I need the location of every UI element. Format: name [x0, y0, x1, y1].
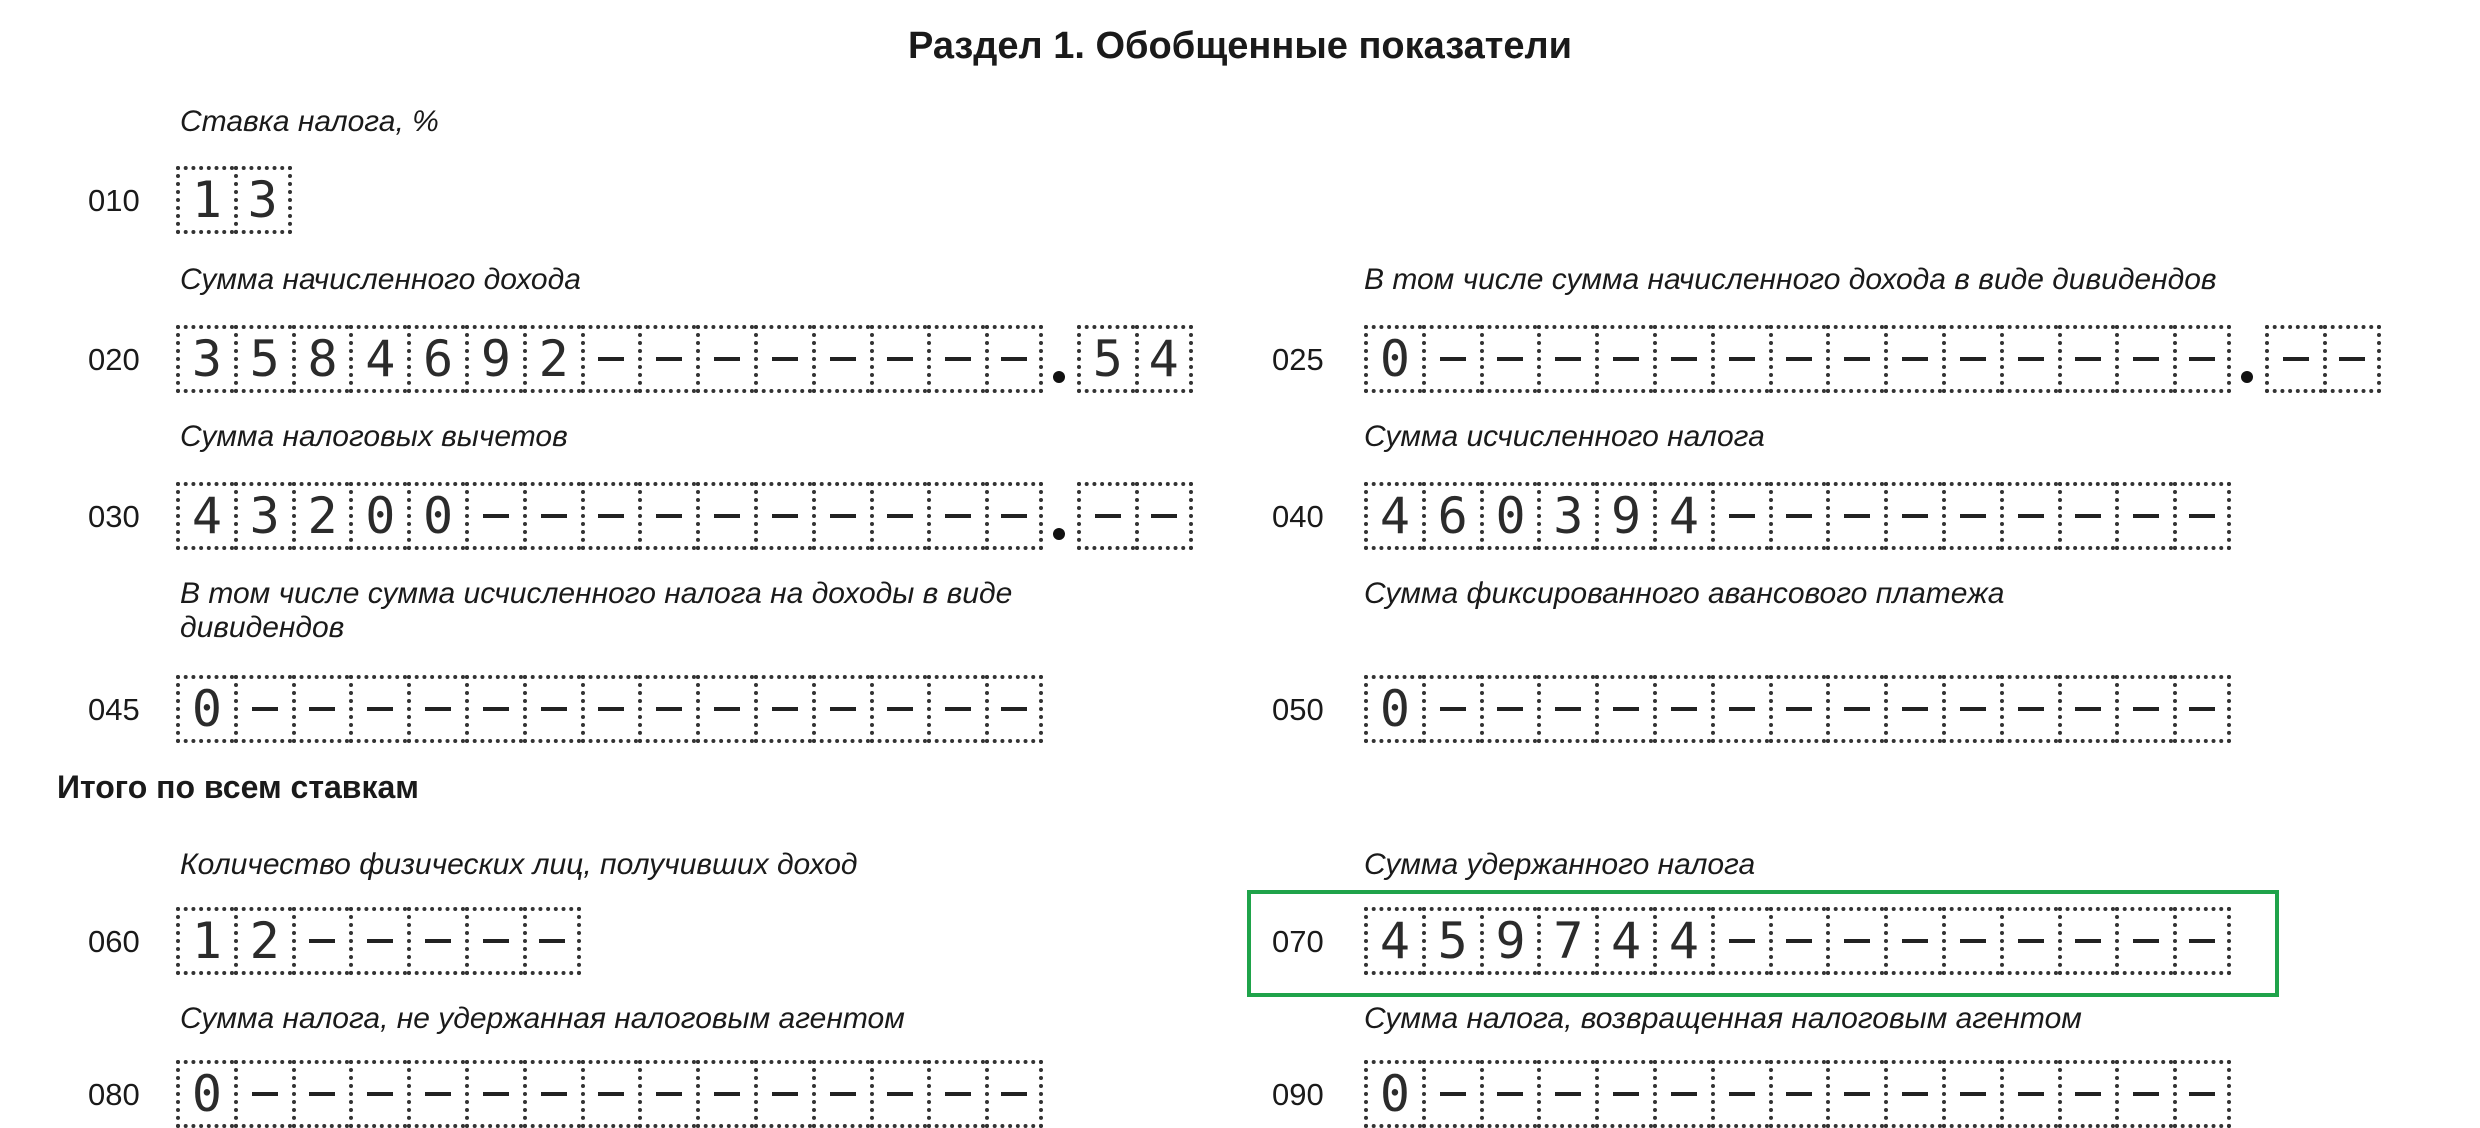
digit-cell [2058, 325, 2116, 393]
digit-cell [2173, 675, 2231, 743]
digit-cell [1653, 1060, 1711, 1128]
digit-cell [1135, 482, 1193, 550]
digit-cell: 9 [1480, 907, 1538, 975]
label-040: Сумма исчисленного налога [1364, 420, 1765, 453]
digit-cell [2058, 482, 2116, 550]
digit-cell: 9 [465, 325, 523, 393]
digit-cell [523, 907, 581, 975]
digit-cell [1480, 1060, 1538, 1128]
digit-cell [985, 675, 1043, 743]
digit-cell [581, 325, 639, 393]
digit-cell [1826, 675, 1884, 743]
digit-cell [1422, 675, 1480, 743]
digit-cell [2323, 325, 2381, 393]
digit-cell: 0 [407, 482, 465, 550]
digit-cell: 2 [523, 325, 581, 393]
digit-cell [523, 1060, 581, 1128]
digit-cell: 4 [176, 482, 234, 550]
digit-cell [1595, 675, 1653, 743]
label-030: Сумма налоговых вычетов [180, 420, 568, 453]
digit-cell [1537, 325, 1595, 393]
field-080-unwithheld-tax[interactable] [176, 1060, 1043, 1128]
label-060: Количество физических лиц, получивших доход [180, 848, 858, 881]
digit-cell [985, 325, 1043, 393]
digit-cell [1711, 1060, 1769, 1128]
digit-cell: 5 [1077, 325, 1135, 393]
digit-cell: 4 [1653, 907, 1711, 975]
digit-cell [465, 482, 523, 550]
digit-cell: 4 [1364, 907, 1422, 975]
digit-cell [870, 482, 928, 550]
digit-cell [1480, 325, 1538, 393]
digit-cell [1769, 325, 1827, 393]
code-050: 050 [1272, 692, 1324, 727]
digit-cell [523, 675, 581, 743]
digit-cell [1653, 675, 1711, 743]
digit-cell: 1 [176, 166, 234, 234]
digit-cell: 3 [234, 482, 292, 550]
digit-cell [2000, 907, 2058, 975]
digit-cell [2265, 325, 2323, 393]
digit-cell [1595, 325, 1653, 393]
decimal-point [1043, 482, 1077, 550]
label-050: Сумма фиксированного авансового платежа [1364, 577, 2005, 610]
digit-cell [292, 907, 350, 975]
digit-cell [1711, 907, 1769, 975]
digit-cell [985, 1060, 1043, 1128]
label-070: Сумма удержанного налога [1364, 848, 1756, 881]
digit-cell [1711, 675, 1769, 743]
digit-cell: 4 [1653, 482, 1711, 550]
digit-cell [1422, 1060, 1480, 1128]
digit-cell [927, 675, 985, 743]
digit-cell [581, 1060, 639, 1128]
digit-cell [1884, 907, 1942, 975]
code-025: 025 [1272, 342, 1324, 377]
digit-cell [754, 325, 812, 393]
digit-cell: 3 [234, 166, 292, 234]
digit-cell [638, 1060, 696, 1128]
digit-cell [1826, 325, 1884, 393]
digit-cell [407, 675, 465, 743]
digit-cell [1711, 482, 1769, 550]
digit-cell [2000, 482, 2058, 550]
digit-cell [638, 675, 696, 743]
digit-cell: 0 [176, 1060, 234, 1128]
digit-cell [1537, 1060, 1595, 1128]
digit-cell [2000, 1060, 2058, 1128]
label-080: Сумма налога, не удержанная налоговым агентом [180, 1002, 905, 1035]
digit-cell [581, 675, 639, 743]
digit-cell: 3 [1537, 482, 1595, 550]
digit-cell [2115, 907, 2173, 975]
digit-cell [1595, 1060, 1653, 1128]
digit-cell [523, 482, 581, 550]
digit-cell: 7 [1537, 907, 1595, 975]
digit-cell [696, 482, 754, 550]
digit-cell [754, 675, 812, 743]
digit-cell [465, 907, 523, 975]
digit-cell: 0 [1364, 675, 1422, 743]
digit-cell: 4 [1135, 325, 1193, 393]
digit-cell [1942, 1060, 2000, 1128]
digit-cell [1942, 907, 2000, 975]
field-090-returned-tax[interactable] [1364, 1060, 2231, 1128]
digit-cell [2173, 325, 2231, 393]
digit-cell [1422, 325, 1480, 393]
digit-cell [1884, 325, 1942, 393]
digit-cell [2058, 675, 2116, 743]
code-090: 090 [1272, 1077, 1324, 1112]
digit-cell [349, 907, 407, 975]
field-070-withheld-tax[interactable] [1364, 907, 2231, 975]
digit-cell: 0 [1364, 325, 1422, 393]
decimal-point [2231, 325, 2265, 393]
digit-cell: 0 [176, 675, 234, 743]
field-050-fixed-advance[interactable] [1364, 675, 2231, 743]
digit-cell [1884, 1060, 1942, 1128]
digit-cell [1769, 907, 1827, 975]
digit-cell [2000, 675, 2058, 743]
digit-cell: 2 [292, 482, 350, 550]
digit-cell [754, 482, 812, 550]
digit-cell [812, 1060, 870, 1128]
digit-cell [927, 1060, 985, 1128]
digit-cell [696, 675, 754, 743]
digit-cell [985, 482, 1043, 550]
digit-cell [1942, 482, 2000, 550]
digit-cell [2058, 907, 2116, 975]
field-020-accrued-income[interactable] [176, 325, 1193, 393]
digit-cell: 3 [176, 325, 234, 393]
field-040-calculated-tax[interactable] [1364, 482, 2231, 550]
digit-cell [2173, 907, 2231, 975]
code-030: 030 [88, 499, 140, 534]
digit-cell: 0 [1480, 482, 1538, 550]
digit-cell [2173, 1060, 2231, 1128]
digit-cell [234, 1060, 292, 1128]
digit-cell [1942, 325, 2000, 393]
digit-cell [2115, 675, 2173, 743]
digit-cell [349, 1060, 407, 1128]
digit-cell [1480, 675, 1538, 743]
digit-cell [1884, 482, 1942, 550]
digit-cell: 4 [1364, 482, 1422, 550]
digit-cell [1942, 675, 2000, 743]
digit-cell [638, 482, 696, 550]
digit-cell: 4 [1595, 907, 1653, 975]
digit-cell [870, 325, 928, 393]
digit-cell [812, 325, 870, 393]
digit-cell: 8 [292, 325, 350, 393]
digit-cell [292, 675, 350, 743]
code-060: 060 [88, 924, 140, 959]
code-080: 080 [88, 1077, 140, 1112]
digit-cell [1884, 675, 1942, 743]
digit-cell: 5 [1422, 907, 1480, 975]
digit-cell [927, 325, 985, 393]
digit-cell: 5 [234, 325, 292, 393]
digit-cell [465, 1060, 523, 1128]
digit-cell: 9 [1595, 482, 1653, 550]
digit-cell [465, 675, 523, 743]
field-030-tax-deductions[interactable] [176, 482, 1193, 550]
digit-cell [2115, 482, 2173, 550]
digit-cell [2058, 1060, 2116, 1128]
digit-cell [407, 1060, 465, 1128]
digit-cell [581, 482, 639, 550]
digit-cell [292, 1060, 350, 1128]
code-070: 070 [1272, 924, 1324, 959]
digit-cell [1537, 675, 1595, 743]
code-045: 045 [88, 692, 140, 727]
digit-cell: 2 [234, 907, 292, 975]
digit-cell: 6 [1422, 482, 1480, 550]
code-040: 040 [1272, 499, 1324, 534]
digit-cell [349, 675, 407, 743]
totals-subtitle: Итого по всем ставкам [57, 769, 419, 805]
digit-cell [234, 675, 292, 743]
digit-cell [1653, 325, 1711, 393]
code-010: 010 [88, 183, 140, 218]
label-045: В том числе сумма исчисленного налога на доходы в виде дивидендов [180, 577, 1013, 644]
digit-cell: 0 [349, 482, 407, 550]
digit-cell [2115, 1060, 2173, 1128]
digit-cell [870, 675, 928, 743]
digit-cell [1077, 482, 1135, 550]
digit-cell [2173, 482, 2231, 550]
digit-cell [1826, 1060, 1884, 1128]
digit-cell [812, 675, 870, 743]
digit-cell [870, 1060, 928, 1128]
field-025-dividend-income[interactable] [1364, 325, 2381, 393]
label-020: Сумма начисленного дохода [180, 263, 581, 296]
digit-cell [2000, 325, 2058, 393]
digit-cell [696, 325, 754, 393]
digit-cell [754, 1060, 812, 1128]
digit-cell: 4 [349, 325, 407, 393]
digit-cell [696, 1060, 754, 1128]
digit-cell [1769, 482, 1827, 550]
decimal-point [1043, 325, 1077, 393]
digit-cell [638, 325, 696, 393]
label-010: Ставка налога, % [180, 105, 439, 138]
digit-cell [407, 907, 465, 975]
digit-cell [812, 482, 870, 550]
code-020: 020 [88, 342, 140, 377]
section-title: Раздел 1. Обобщенные показатели [907, 25, 1573, 67]
field-045-dividend-tax[interactable] [176, 675, 1043, 743]
digit-cell [1826, 482, 1884, 550]
label-025: В том числе сумма начисленного дохода в виде дивидендов [1364, 263, 2217, 296]
digit-cell: 6 [407, 325, 465, 393]
digit-cell [1826, 907, 1884, 975]
digit-cell [1711, 325, 1769, 393]
digit-cell [2115, 325, 2173, 393]
digit-cell [1769, 675, 1827, 743]
digit-cell: 1 [176, 907, 234, 975]
digit-cell [927, 482, 985, 550]
field-060-persons-count[interactable] [176, 907, 581, 975]
field-010-tax-rate[interactable] [176, 166, 292, 234]
digit-cell: 0 [1364, 1060, 1422, 1128]
label-090: Сумма налога, возвращенная налоговым агентом [1364, 1002, 2082, 1035]
digit-cell [1769, 1060, 1827, 1128]
